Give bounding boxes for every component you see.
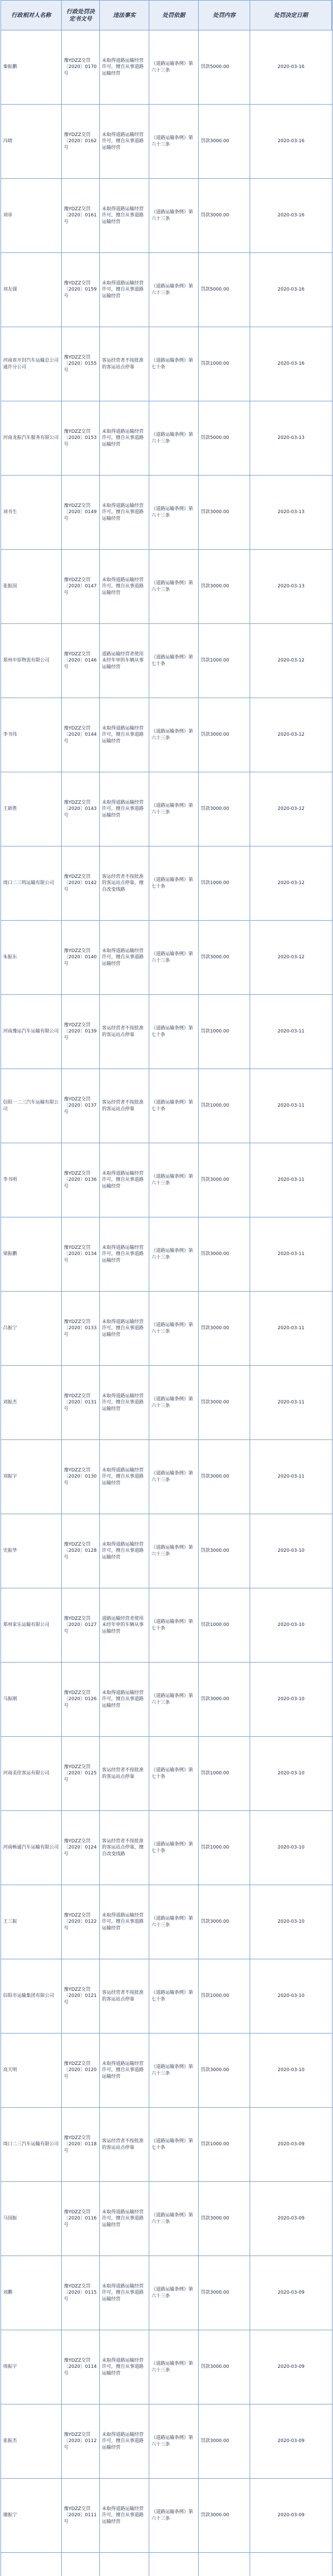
cell-doc-no: 豫YDZZ交罚〔2020〕0118号: [62, 2108, 100, 2182]
cell-name: 马国振: [1, 2182, 62, 2256]
cell-fact: 未取得道路运输经营许可，擅自从事道路运输经营: [100, 253, 149, 327]
cell-doc-no: 豫YDZZ交罚〔2020〕0126号: [62, 1663, 100, 1737]
cell-fact: 客运经营者不按批准的客运站点停靠: [100, 1069, 149, 1143]
cell-fact: 未取得道路运输经营许可，擅自从事道路运输经营: [100, 550, 149, 624]
cell-content: 罚款1000.00: [199, 995, 250, 1069]
cell-basis: 《道路运输条例》第六十三条: [149, 30, 199, 105]
cell-content: 罚款3000.00: [199, 2404, 250, 2479]
cell-name: 刘振杰: [1, 1366, 62, 1440]
cell-basis: 《道路运输条例》第六十三条: [149, 253, 199, 327]
cell-fact: [100, 2553, 149, 2576]
cell-date: 2020-03-16: [250, 30, 332, 105]
cell-content: 罚款3000.00: [199, 179, 250, 253]
cell-content: 罚款5000.00: [199, 30, 250, 105]
cell-content: 罚款5000.00: [199, 401, 250, 476]
cell-doc-no: [62, 2553, 100, 2576]
cell-name: 河南豫运汽车运输有限公司: [1, 995, 62, 1069]
cell-doc-no: 豫YDZZ交罚〔2020〕0122号: [62, 1885, 100, 1959]
cell-doc-no: 豫YDZZ交罚〔2020〕0133号: [62, 1292, 100, 1366]
cell-fact: 道路运输经营者使用未经年审的车辆从事运输经营: [100, 1588, 149, 1663]
cell-name: 河南龙振汽车服务有限公司: [1, 401, 62, 476]
cell-date: 2020-03-10: [250, 1737, 332, 1811]
cell-doc-no: 豫YDZZ交罚〔2020〕0140号: [62, 921, 100, 995]
cell-content: 罚款3000.00: [199, 698, 250, 772]
cell-content: [199, 2553, 250, 2576]
cell-date: 2020-03-09: [250, 2256, 332, 2330]
cell-doc-no: 豫YDZZ交罚〔2020〕0124号: [62, 1811, 100, 1885]
cell-content: 罚款3000.00: [199, 2256, 250, 2330]
cell-doc-no: 豫YDZZ交罚〔2020〕0120号: [62, 2033, 100, 2108]
cell-date: 2020-03-09: [250, 2479, 332, 2553]
cell-content: 罚款3000.00: [199, 105, 250, 179]
cell-fact: 客运经营者不按批准的客运站点停靠，擅自改变线路: [100, 1811, 149, 1885]
cell-basis: 《道路运输条例》第七十条: [149, 846, 199, 921]
cell-basis: 《道路运输条例》第七十条: [149, 995, 199, 1069]
cell-content: 罚款3000.00: [199, 476, 250, 550]
cell-name: 周振宇: [1, 2330, 62, 2404]
cell-fact: 客运经营者不按批准的客运站点停靠: [100, 995, 149, 1069]
cell-doc-no: 豫YDZZ交罚〔2020〕0161号: [62, 179, 100, 253]
cell-date: 2020-03-12: [250, 921, 332, 995]
cell-doc-no: 豫YDZZ交罚〔2020〕0149号: [62, 476, 100, 550]
cell-date: 2020-03-10: [250, 1588, 332, 1663]
cell-name: 张振杰: [1, 2404, 62, 2479]
cell-fact: 未取得道路运输经营许可，擅自从事道路运输经营: [100, 2404, 149, 2479]
cell-fact: 未取得道路运输经营许可，擅自从事道路运输经营: [100, 105, 149, 179]
cell-doc-no: 豫YDZZ交罚〔2020〕0143号: [62, 772, 100, 846]
cell-content: 罚款1000.00: [199, 1588, 250, 1663]
cell-fact: 未取得道路运输经营许可，擅自从事道路运输经营: [100, 2479, 149, 2553]
cell-name: 王新胜: [1, 772, 62, 846]
cell-fact: 未取得道路运输经营许可，擅自从事道路运输经营: [100, 2182, 149, 2256]
cell-date: 2020-03-10: [250, 1885, 332, 1959]
cell-date: 2020-03-11: [250, 1366, 332, 1440]
cell-fact: 未取得道路运输经营许可，擅自从事道路运输经营: [100, 1143, 149, 1217]
cell-basis: 《道路运输条例》第六十三条: [149, 1217, 199, 1292]
cell-basis: 《道路运输条例》第六十三条: [149, 2330, 199, 2404]
cell-fact: 未取得道路运输经营许可，擅自从事道路运输经营: [100, 698, 149, 772]
cell-basis: 《道路运输条例》第六十三条: [149, 1514, 199, 1588]
penalty-table-page: [1, 0, 332, 2576]
cell-doc-no: 豫YDZZ交罚〔2020〕0116号: [62, 2182, 100, 2256]
cell-name: 马振刚: [1, 1663, 62, 1737]
cell-doc-no: 豫YDZZ交罚〔2020〕0137号: [62, 1069, 100, 1143]
cell-basis: 《道路运输条例》第七十条: [149, 624, 199, 698]
cell-date: 2020-03-13: [250, 401, 332, 476]
cell-name: 吕振宁: [1, 1292, 62, 1366]
cell-content: 罚款3000.00: [199, 1292, 250, 1366]
cell-name: 王三振: [1, 1885, 62, 1959]
cell-fact: 道路运输经营者使用未经年审的车辆从事运输经营: [100, 624, 149, 698]
cell-doc-no: 豫YDZZ交罚〔2020〕0144号: [62, 698, 100, 772]
cell-name: 梁振鹏: [1, 1217, 62, 1292]
cell-doc-no: 豫YDZZ交罚〔2020〕0136号: [62, 1143, 100, 1217]
cell-doc-no: 豫YDZZ交罚〔2020〕0146号: [62, 624, 100, 698]
cell-content: 罚款1000.00: [199, 1737, 250, 1811]
cell-name: 信阳市运输集团有限公司: [1, 1959, 62, 2033]
cell-basis: 《道路运输条例》第六十三条: [149, 2404, 199, 2479]
header-date: 处罚决定日期: [250, 1, 332, 30]
cell-name: 周口二三鸣运输有限公司: [1, 846, 62, 921]
cell-content: 罚款1000.00: [199, 624, 250, 698]
cell-doc-no: 豫YDZZ交罚〔2020〕0162号: [62, 105, 100, 179]
cell-content: 罚款3000.00: [199, 2033, 250, 2108]
cell-name: 河南畅通汽车运输有限公司: [1, 1811, 62, 1885]
cell-name: 郑州家乐运输有限公司: [1, 1588, 62, 1663]
cell-doc-no: 豫YDZZ交罚〔2020〕0130号: [62, 1440, 100, 1514]
cell-basis: [149, 2553, 199, 2576]
cell-content: 罚款1000.00: [199, 327, 250, 401]
cell-doc-no: 豫YDZZ交罚〔2020〕0139号: [62, 995, 100, 1069]
cell-name: 刘友强: [1, 253, 62, 327]
cell-date: 2020-03-11: [250, 1292, 332, 1366]
cell-content: 罚款3000.00: [199, 1514, 250, 1588]
cell-date: 2020-03-13: [250, 550, 332, 624]
cell-fact: 未取得道路运输经营许可，擅自从事道路运输经营: [100, 1663, 149, 1737]
cell-basis: 《道路运输条例》第七十条: [149, 327, 199, 401]
cell-name: 河南美佳客运有限公司: [1, 1737, 62, 1811]
cell-basis: 《道路运输条例》第七十条: [149, 2108, 199, 2182]
cell-content: 罚款3000.00: [199, 2330, 250, 2404]
cell-content: 罚款3000.00: [199, 1217, 250, 1292]
cell-name: 李书明: [1, 1143, 62, 1217]
cell-doc-no: 豫YDZZ交罚〔2020〕0147号: [62, 550, 100, 624]
cell-fact: 客运经营者不按批准的客运站点停靠: [100, 2108, 149, 2182]
cell-date: 2020-03-09: [250, 2404, 332, 2479]
cell-date: 2020-03-12: [250, 624, 332, 698]
cell-fact: 客运经营者不按批准的客运站点停靠: [100, 1959, 149, 2033]
cell-content: 罚款3000.00: [199, 550, 250, 624]
cell-date: 2020-03-10: [250, 2033, 332, 2108]
cell-basis: 《道路运输条例》第六十三条: [149, 179, 199, 253]
cell-basis: 《道路运输条例》第六十三条: [149, 2182, 199, 2256]
cell-basis: 《道路运输条例》第六十三条: [149, 2033, 199, 2108]
cell-name: 谢振宁: [1, 2479, 62, 2553]
cell-basis: 《道路运输条例》第六十三条: [149, 1885, 199, 1959]
cell-name: 刘书生: [1, 476, 62, 550]
cell-name: 周口二三汽车运输有限公司: [1, 2108, 62, 2182]
cell-date: 2020-03-16: [250, 179, 332, 253]
cell-content: 罚款3000.00: [199, 1885, 250, 1959]
cell-basis: 《道路运输条例》第六十三条: [149, 921, 199, 995]
cell-doc-no: 豫YDZZ交罚〔2020〕0153号: [62, 401, 100, 476]
cell-date: 2020-03-11: [250, 1440, 332, 1514]
cell-content: 罚款3000.00: [199, 1366, 250, 1440]
cell-date: 2020-03-16: [250, 253, 332, 327]
cell-doc-no: 豫YDZZ交罚〔2020〕0114号: [62, 2330, 100, 2404]
cell-content: 罚款3000.00: [199, 1663, 250, 1737]
cell-name: 李书伟: [1, 698, 62, 772]
cell-basis: 《道路运输条例》第六十三条: [149, 476, 199, 550]
cell-content: 罚款3000.00: [199, 1440, 250, 1514]
penalty-table: [1, 1, 332, 2576]
cell-basis: 《道路运输条例》第六十三条: [149, 1143, 199, 1217]
cell-doc-no: 豫YDZZ交罚〔2020〕0125号: [62, 1737, 100, 1811]
cell-content: 罚款1000.00: [199, 1811, 250, 1885]
cell-fact: 未取得道路运输经营许可，擅自从事道路运输经营: [100, 1514, 149, 1588]
cell-basis: 《道路运输条例》第六十三条: [149, 550, 199, 624]
cell-basis: 《道路运输条例》第六十三条: [149, 2479, 199, 2553]
cell-fact: 未取得道路运输经营许可，擅自从事道路运输经营: [100, 179, 149, 253]
cell-doc-no: 豫YDZZ交罚〔2020〕0131号: [62, 1366, 100, 1440]
cell-name: 秦振鹏: [1, 30, 62, 105]
cell-fact: 客运经营者不按批准的客运站点停靠，擅自改变线路: [100, 846, 149, 921]
cell-date: 2020-03-12: [250, 846, 332, 921]
header-content: 处罚内容: [199, 1, 250, 30]
header-basis: 处罚依据: [149, 1, 199, 30]
cell-date: 2020-03-13: [250, 476, 332, 550]
cell-date: 2020-03-12: [250, 772, 332, 846]
cell-doc-no: 豫YDZZ交罚〔2020〕0112号: [62, 2404, 100, 2479]
cell-basis: 《道路运输条例》第六十三条: [149, 1366, 199, 1440]
cell-date: 2020-03-10: [250, 1663, 332, 1737]
cell-date: [250, 2553, 332, 2576]
header-name: 行政相对人名称: [1, 1, 62, 30]
cell-fact: 未取得道路运输经营许可，擅自从事道路运输经营: [100, 2033, 149, 2108]
cell-doc-no: 豫YDZZ交罚〔2020〕0134号: [62, 1217, 100, 1292]
cell-fact: 未取得道路运输经营许可，擅自从事道路运输经营: [100, 2256, 149, 2330]
cell-fact: 未取得道路运输经营许可，擅自从事道路运输经营: [100, 1217, 149, 1292]
cell-basis: 《道路运输条例》第七十条: [149, 1069, 199, 1143]
cell-doc-no: 豫YDZZ交罚〔2020〕0170号: [62, 30, 100, 105]
cell-date: 2020-03-11: [250, 1069, 332, 1143]
cell-doc-no: 豫YDZZ交罚〔2020〕0127号: [62, 1588, 100, 1663]
cell-name: 史振华: [1, 1514, 62, 1588]
cell-fact: 未取得道路运输经营许可，擅自从事道路运输经营: [100, 1292, 149, 1366]
cell-basis: 《道路运输条例》第六十三条: [149, 105, 199, 179]
cell-fact: 未取得道路运输经营许可，擅自从事道路运输经营: [100, 401, 149, 476]
cell-content: 罚款1000.00: [199, 2108, 250, 2182]
cell-basis: 《道路运输条例》第六十三条: [149, 401, 199, 476]
header-fact: 违法事实: [100, 1, 149, 30]
cell-basis: 《道路运输条例》第六十三条: [149, 2256, 199, 2330]
header-doc-no: 行政处罚决定书文号: [62, 1, 100, 30]
cell-doc-no: 豫YDZZ交罚〔2020〕0159号: [62, 253, 100, 327]
cell-basis: 《道路运输条例》第六十三条: [149, 1663, 199, 1737]
cell-date: 2020-03-09: [250, 2108, 332, 2182]
cell-basis: 《道路运输条例》第七十条: [149, 1811, 199, 1885]
cell-name: 刘鹏: [1, 2256, 62, 2330]
cell-name: 刘帝: [1, 179, 62, 253]
cell-name: [1, 2553, 62, 2576]
cell-date: 2020-03-12: [250, 698, 332, 772]
cell-date: 2020-03-11: [250, 1217, 332, 1292]
cell-date: 2020-03-10: [250, 1811, 332, 1885]
cell-fact: 未取得道路运输经营许可，擅自从事道路运输经营: [100, 30, 149, 105]
cell-fact: 未取得道路运输经营许可，擅自从事道路运输经营: [100, 921, 149, 995]
cell-doc-no: 豫YDZZ交罚〔2020〕0155号: [62, 327, 100, 401]
cell-fact: 未取得道路运输经营许可，擅自从事道路运输经营: [100, 772, 149, 846]
cell-name: 高天明: [1, 2033, 62, 2108]
cell-content: 罚款1000.00: [199, 1069, 250, 1143]
cell-basis: 《道路运输条例》第七十条: [149, 1588, 199, 1663]
cell-name: 冯晓: [1, 105, 62, 179]
cell-content: 罚款3000.00: [199, 2182, 250, 2256]
cell-content: 罚款3000.00: [199, 772, 250, 846]
cell-content: 罚款3000.00: [199, 1143, 250, 1217]
cell-date: 2020-03-10: [250, 1959, 332, 2033]
cell-basis: 《道路运输条例》第六十三条: [149, 698, 199, 772]
cell-content: 罚款3000.00: [199, 921, 250, 995]
cell-doc-no: 豫YDZZ交罚〔2020〕0128号: [62, 1514, 100, 1588]
cell-fact: 未取得道路运输经营许可，擅自从事道路运输经营: [100, 1366, 149, 1440]
cell-content: 罚款1000.00: [199, 1959, 250, 2033]
cell-name: 刘振宇: [1, 1440, 62, 1514]
cell-basis: 《道路运输条例》第六十三条: [149, 772, 199, 846]
cell-content: 罚款1000.00: [199, 846, 250, 921]
cell-name: 河南省开封汽车运输总公司通许分公司: [1, 327, 62, 401]
cell-name: 张振国: [1, 550, 62, 624]
cell-date: 2020-03-09: [250, 2182, 332, 2256]
cell-name: 信阳一二三汽车运输有限公司: [1, 1069, 62, 1143]
cell-date: 2020-03-11: [250, 1143, 332, 1217]
cell-doc-no: 豫YDZZ交罚〔2020〕0142号: [62, 846, 100, 921]
cell-fact: 客运经营者不按批准的客运站点停靠: [100, 1737, 149, 1811]
cell-basis: 《道路运输条例》第七十条: [149, 1737, 199, 1811]
cell-fact: 客运经营者不按批准的客运站点停靠: [100, 327, 149, 401]
cell-content: 罚款5000.00: [199, 253, 250, 327]
cell-basis: 《道路运输条例》第七十条: [149, 1959, 199, 2033]
cell-date: 2020-03-10: [250, 1514, 332, 1588]
cell-basis: 《道路运输条例》第六十三条: [149, 1292, 199, 1366]
cell-fact: 未取得道路运输经营许可，擅自从事道路运输经营: [100, 2330, 149, 2404]
cell-date: 2020-03-16: [250, 105, 332, 179]
cell-fact: 未取得道路运输经营许可，擅自从事道路运输经营: [100, 476, 149, 550]
cell-name: 朱振东: [1, 921, 62, 995]
cell-fact: 未取得道路运输经营许可，擅自从事道路运输经营: [100, 1885, 149, 1959]
cell-date: 2020-03-09: [250, 2330, 332, 2404]
cell-name: 郑州中原物流有限公司: [1, 624, 62, 698]
cell-basis: 《道路运输条例》第六十三条: [149, 1440, 199, 1514]
cell-fact: 未取得道路运输经营许可，擅自从事道路运输经营: [100, 1440, 149, 1514]
cell-content: 罚款3000.00: [199, 2479, 250, 2553]
cell-date: 2020-03-16: [250, 327, 332, 401]
cell-doc-no: 豫YDZZ交罚〔2020〕0115号: [62, 2256, 100, 2330]
cell-doc-no: 豫YDZZ交罚〔2020〕0111号: [62, 2479, 100, 2553]
cell-doc-no: 豫YDZZ交罚〔2020〕0121号: [62, 1959, 100, 2033]
cell-date: 2020-03-11: [250, 995, 332, 1069]
